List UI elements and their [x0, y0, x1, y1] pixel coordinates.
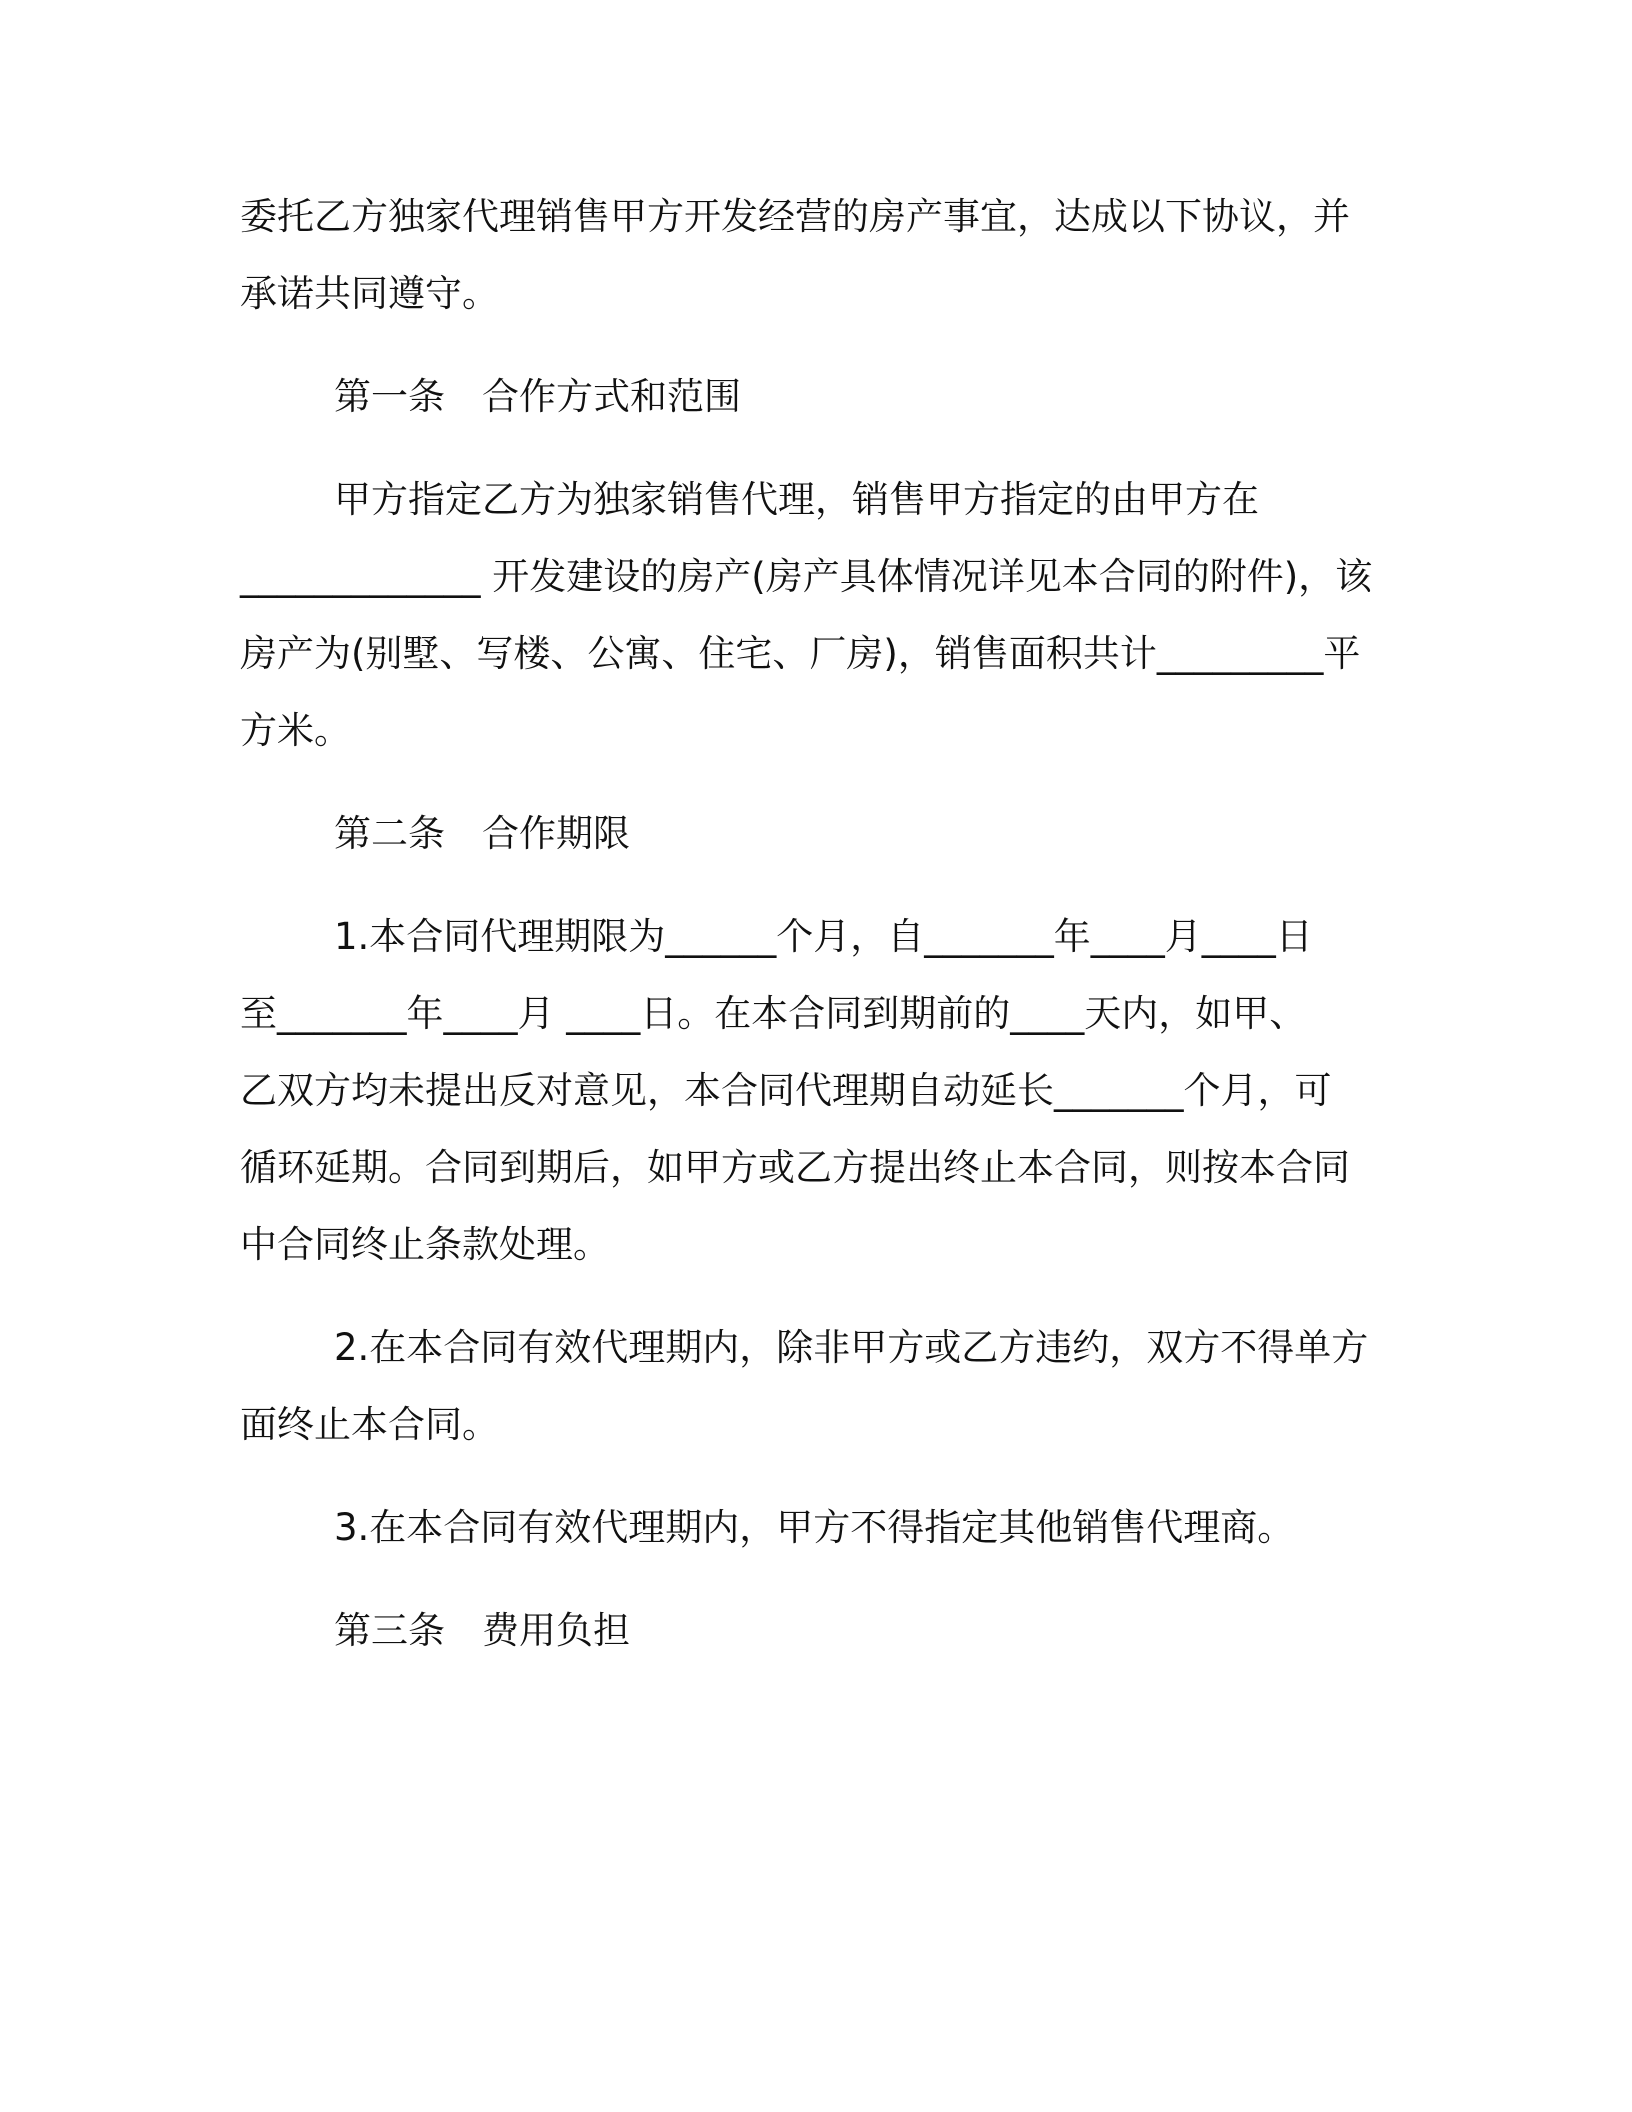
clause-line: 中合同终止条款处理。 — [240, 1223, 610, 1266]
clause-line: 2.在本合同有效代理期内，除非甲方或乙方违约，双方不得单方 — [334, 1326, 1369, 1369]
clause-line: 循环延期。合同到期后，如甲方或乙方提出终止本合同，则按本合同 — [240, 1146, 1350, 1189]
clause-line: 1.本合同代理期限为______个月，自_______年____月____日 — [334, 915, 1313, 958]
clause-line: 面终止本合同。 — [240, 1403, 499, 1446]
paragraph-line: 承诺共同遵守。 — [240, 272, 499, 315]
clause-line: 3.在本合同有效代理期内，甲方不得指定其他销售代理商。 — [334, 1506, 1295, 1549]
paragraph-line: 甲方指定乙方为独家销售代理，销售甲方指定的由甲方在 — [334, 478, 1259, 521]
article-heading-2: 第二条 合作期限 — [334, 812, 630, 855]
paragraph-line: 方米。 — [240, 709, 351, 752]
paragraph-line: 委托乙方独家代理销售甲方开发经营的房产事宜，达成以下协议，并 — [240, 195, 1350, 238]
article-heading-1: 第一条 合作方式和范围 — [334, 375, 741, 418]
article-heading-3: 第三条 费用负担 — [334, 1609, 630, 1652]
paragraph-line: _____________ 开发建设的房产(房产具体情况详见本合同的附件)，该 — [240, 555, 1373, 598]
clause-line: 至_______年____月 ____日。在本合同到期前的____天内，如甲、 — [240, 992, 1307, 1035]
clause-line: 乙双方均未提出反对意见，本合同代理期自动延长_______个月，可 — [240, 1069, 1332, 1112]
paragraph-line: 房产为(别墅、写楼、公寓、住宅、厂房)，销售面积共计_________平 — [240, 632, 1361, 675]
